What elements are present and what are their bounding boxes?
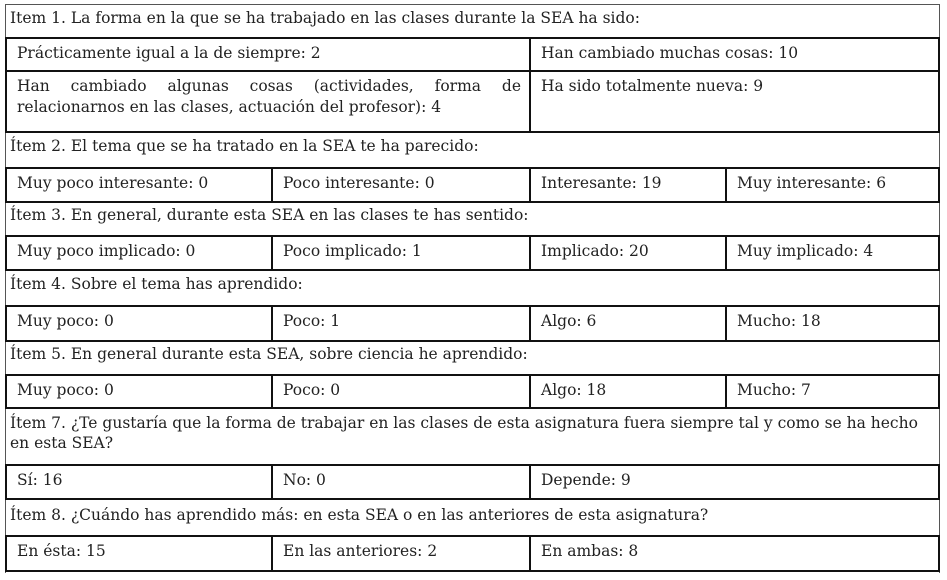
item-3-option-2: Poco implicado: 1 bbox=[271, 235, 531, 271]
item-5-options bbox=[5, 374, 940, 409]
item-7-option-1: Sí: 16 bbox=[5, 464, 273, 500]
item-1-option-totally-new: Ha sido totalmente nueva: 9 bbox=[529, 70, 940, 133]
item-5-option-3: Algo: 18 bbox=[529, 374, 727, 409]
item-4-options bbox=[5, 305, 940, 342]
item-4-title: Ítem 4. Sobre el tema has aprendido: bbox=[10, 275, 303, 293]
item-4-option-2: Poco: 1 bbox=[271, 305, 531, 342]
item-1-option-many-changes: Han cambiado muchas cosas: 10 bbox=[529, 37, 940, 72]
item-8-option-1: En ésta: 15 bbox=[5, 535, 273, 572]
item-1-option-same: Prácticamente igual a la de siempre: 2 bbox=[5, 37, 531, 72]
item-3-title: Ítem 3. En general, durante esta SEA en las clases te has sentido: bbox=[10, 206, 529, 224]
item-5-title: Ítem 5. En general durante esta SEA, sobre ciencia he aprendido: bbox=[10, 345, 528, 363]
item-3-option-1: Muy poco implicado: 0 bbox=[5, 235, 273, 271]
item-4-option-3: Algo: 6 bbox=[529, 305, 727, 342]
item-4-option-1: Muy poco: 0 bbox=[5, 305, 273, 342]
item-3-option-4: Muy implicado: 4 bbox=[725, 235, 940, 271]
item-2-option-4: Muy interesante: 6 bbox=[725, 167, 940, 203]
item-7-options bbox=[5, 464, 940, 500]
item-8-option-3: En ambas: 8 bbox=[529, 535, 940, 572]
item-5-option-2: Poco: 0 bbox=[271, 374, 531, 409]
item-3-options bbox=[5, 235, 940, 271]
item-7-option-2: No: 0 bbox=[271, 464, 531, 500]
item-5-option-4: Mucho: 7 bbox=[725, 374, 940, 409]
item-8-title: Ítem 8. ¿Cuándo has aprendido más: en esta SEA o en las anteriores de esta asignatura? bbox=[10, 506, 709, 524]
item-5-option-1: Muy poco: 0 bbox=[5, 374, 273, 409]
item-3-option-3: Implicado: 20 bbox=[529, 235, 727, 271]
item-2-option-2: Poco interesante: 0 bbox=[271, 167, 531, 203]
item-2-options bbox=[5, 167, 940, 203]
item-2-option-1: Muy poco interesante: 0 bbox=[5, 167, 273, 203]
item-1-option-some-changes: Han cambiado algunas cosas (actividades, forma de relacionarnos en las clases, actuación del profesor): 4 bbox=[5, 70, 531, 133]
item-8-option-2: En las anteriores: 2 bbox=[271, 535, 531, 572]
item-7-option-3: Depende: 9 bbox=[529, 464, 940, 500]
item-4-option-4: Mucho: 18 bbox=[725, 305, 940, 342]
item-2-title: Ítem 2. El tema que se ha tratado en la SEA te ha parecido: bbox=[10, 137, 479, 155]
item-2-option-3: Interesante: 19 bbox=[529, 167, 727, 203]
item-1-title: Item 1. La forma en la que se ha trabajado en las clases durante la SEA ha sido: bbox=[10, 9, 640, 27]
item-1-rows bbox=[5, 37, 940, 133]
item-7-title: Ítem 7. ¿Te gustaría que la forma de trabajar en las clases de esta asignatura fuera siempre tal y como se ha hecho en esta SEA? bbox=[10, 414, 918, 452]
item-8-options bbox=[5, 535, 940, 572]
